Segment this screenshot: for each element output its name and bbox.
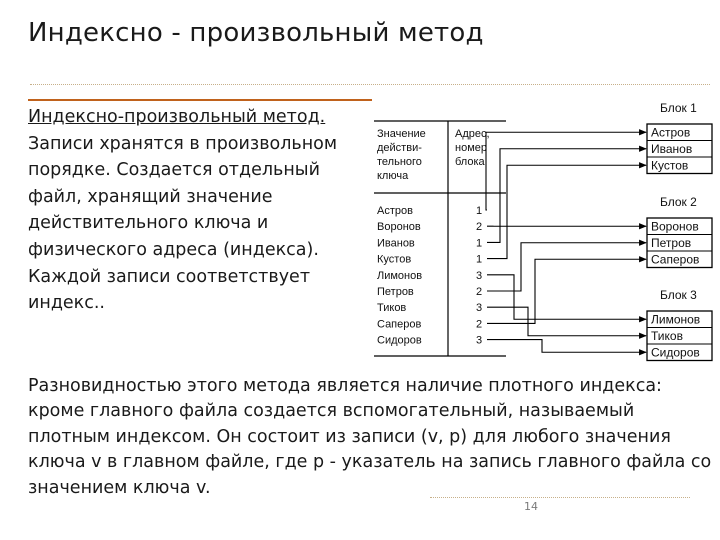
index-key: Астров [377,205,413,217]
index-block-number: 3 [476,269,483,282]
data-blocks [647,101,712,361]
index-key: Иванов [377,237,415,250]
index-block-number: 2 [476,318,483,331]
header-key-line: действи- [377,142,422,154]
slide-title: Индексно - произвольный метод [28,18,484,48]
block-record: Саперов [651,252,700,267]
index-block-number: 1 [476,205,483,217]
index-key: Тиков [377,302,407,315]
pointer-arrow [487,149,646,243]
page-number: 14 [524,500,538,513]
index-block-number: 2 [476,286,483,298]
method-name: Индексно-произвольный метод. [28,107,326,127]
index-block-number: 2 [476,221,483,234]
block-record: Астров [651,125,691,140]
block-record: Иванов [651,142,693,156]
index-block-number: 3 [476,334,483,347]
index-block-number: 1 [476,253,483,266]
index-key: Кустов [377,253,412,266]
header-addr-line: номер [455,142,487,154]
header-key-line: тельного [377,156,422,168]
block-label: Блок 1 [660,101,697,115]
index-key: Петров [377,286,414,298]
block-record: Петров [651,236,692,250]
pointer-arrow [487,165,646,258]
block-label: Блок 3 [660,288,697,302]
pointer-arrow [487,243,646,291]
block-record: Воронов [651,219,699,234]
pointer-arrow [487,307,646,336]
index-block-number: 3 [476,302,483,315]
pointer-arrow [487,275,646,319]
block-label: Блок 2 [660,195,697,209]
footer-divider [430,497,690,498]
index-block-number: 1 [476,237,483,250]
header-key-line: ключа [377,170,409,182]
pointer-arrow [486,132,646,210]
header-addr-line: Адрес, [455,128,490,140]
index-key: Воронов [377,221,421,234]
pointer-arrows [486,132,646,352]
index-key: Лимонов [377,269,423,282]
dense-index-text: Разновидностью этого метода является наличие плотного индекса: кроме главного файла создается вспомогательный, называемый плотным индексом. Он состоит из записи (v, p) для любого значения ключа v в главном файле, где p - указатель на запись главного файла со значением ключа v. [28,376,712,498]
block-record: Лимонов [651,312,701,327]
header-addr-line: блока [455,156,485,168]
block-record: Тиков [651,329,683,343]
block-record: Сидоров [651,345,700,360]
block-record: Кустов [651,158,689,173]
description-body: Записи хранятся в произвольном порядке. Создается отдельный файл, хранящий значение действительного ключа и физического адреса (индекса). Каждой записи соответствует индекс.. [28,133,338,314]
pointer-arrow [487,340,646,353]
index-key: Саперов [377,318,422,331]
header-key-line: Значение [377,128,426,140]
index-key: Сидоров [377,334,422,347]
